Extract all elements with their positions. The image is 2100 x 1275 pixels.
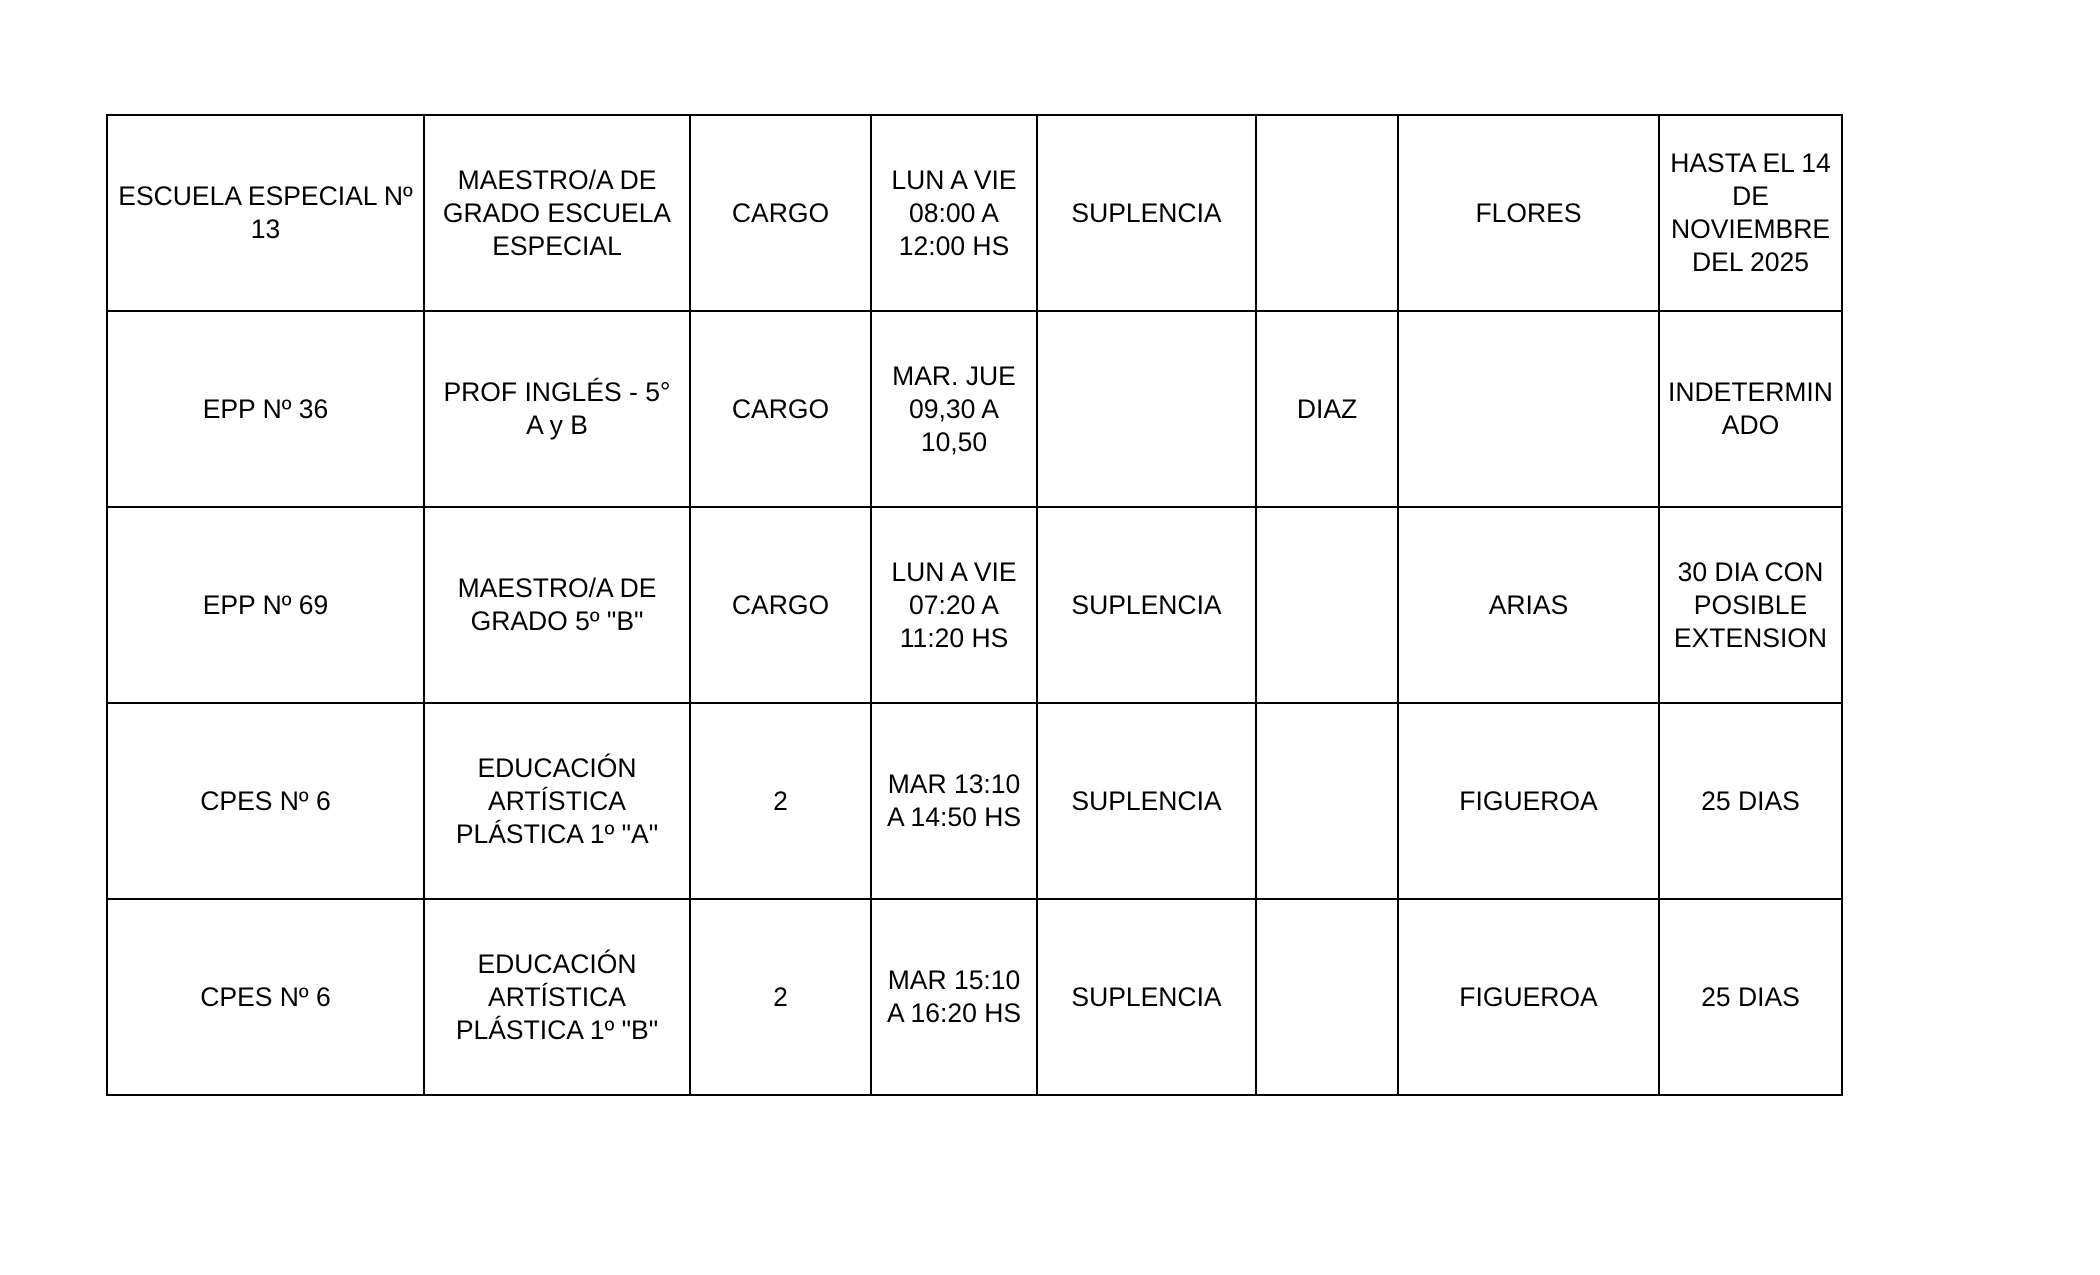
type-cell: 2 xyxy=(690,703,871,899)
type-cell: CARGO xyxy=(690,311,871,507)
type-cell: 2 xyxy=(690,899,871,1095)
name-cell: ARIAS xyxy=(1398,507,1659,703)
table-row xyxy=(107,115,1842,311)
status-cell: SUPLENCIA xyxy=(1037,899,1256,1095)
duration-cell: HASTA EL 14 DE NOVIEMBRE DEL 2025 xyxy=(1659,115,1842,311)
name-cell: FIGUEROA xyxy=(1398,899,1659,1095)
extra-name-cell: DIAZ xyxy=(1256,311,1398,507)
school-cell: ESCUELA ESPECIAL Nº 13 xyxy=(107,115,424,311)
name-cell: FLORES xyxy=(1398,115,1659,311)
position-cell: MAESTRO/A DE GRADO 5º "B" xyxy=(424,507,690,703)
status-cell: SUPLENCIA xyxy=(1037,115,1256,311)
table-row xyxy=(107,703,1842,899)
extra-name-cell xyxy=(1256,507,1398,703)
status-cell: SUPLENCIA xyxy=(1037,703,1256,899)
type-cell: CARGO xyxy=(690,507,871,703)
status-cell xyxy=(1037,311,1256,507)
school-cell: EPP Nº 69 xyxy=(107,507,424,703)
school-cell: CPES Nº 6 xyxy=(107,899,424,1095)
extra-name-cell xyxy=(1256,115,1398,311)
vacancies-table xyxy=(106,114,1843,1096)
schedule-cell: MAR 15:10 A 16:20 HS xyxy=(871,899,1037,1095)
schedule-cell: MAR. JUE 09,30 A 10,50 xyxy=(871,311,1037,507)
schedule-cell: LUN A VIE 07:20 A 11:20 HS xyxy=(871,507,1037,703)
school-cell: CPES Nº 6 xyxy=(107,703,424,899)
position-cell: EDUCACIÓN ARTÍSTICA PLÁSTICA 1º "A" xyxy=(424,703,690,899)
position-cell: PROF INGLÉS - 5° A y B xyxy=(424,311,690,507)
schedule-cell: MAR 13:10 A 14:50 HS xyxy=(871,703,1037,899)
position-cell: EDUCACIÓN ARTÍSTICA PLÁSTICA 1º "B" xyxy=(424,899,690,1095)
duration-cell: 25 DIAS xyxy=(1659,703,1842,899)
duration-cell: INDETERMIN ADO xyxy=(1659,311,1842,507)
position-cell: MAESTRO/A DE GRADO ESCUELA ESPECIAL xyxy=(424,115,690,311)
table-row xyxy=(107,311,1842,507)
table-row xyxy=(107,899,1842,1095)
extra-name-cell xyxy=(1256,899,1398,1095)
duration-cell: 30 DIA CON POSIBLE EXTENSION xyxy=(1659,507,1842,703)
status-cell: SUPLENCIA xyxy=(1037,507,1256,703)
table-row xyxy=(107,507,1842,703)
name-cell xyxy=(1398,311,1659,507)
school-cell: EPP Nº 36 xyxy=(107,311,424,507)
name-cell: FIGUEROA xyxy=(1398,703,1659,899)
duration-cell: 25 DIAS xyxy=(1659,899,1842,1095)
type-cell: CARGO xyxy=(690,115,871,311)
schedule-cell: LUN A VIE 08:00 A 12:00 HS xyxy=(871,115,1037,311)
extra-name-cell xyxy=(1256,703,1398,899)
